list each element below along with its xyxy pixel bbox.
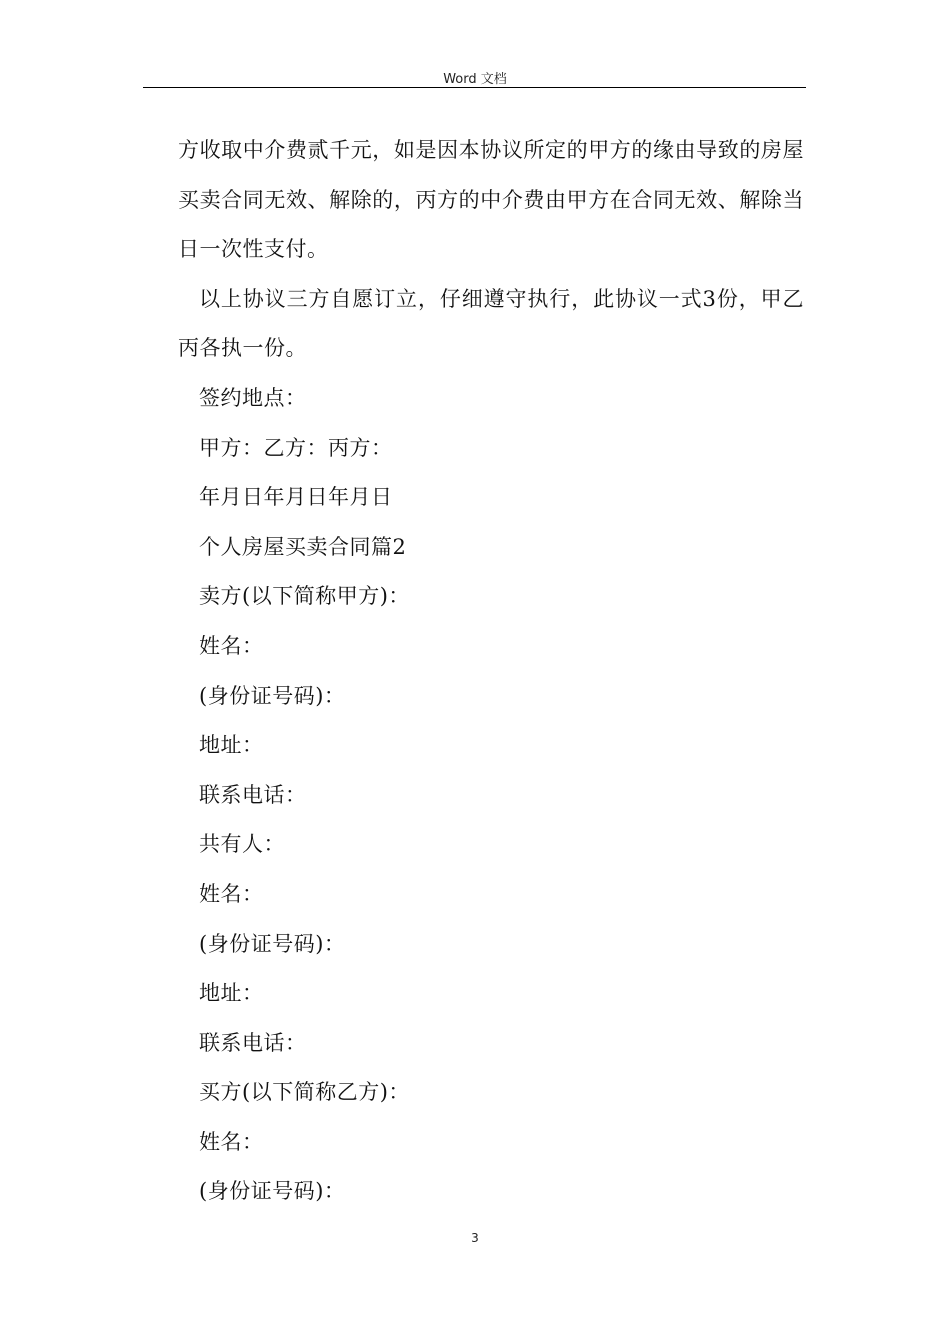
paragraph: 签约地点： xyxy=(199,385,307,410)
paragraph: 买方(以下简称乙方)： xyxy=(199,1080,410,1105)
paragraph: 卖方(以下简称甲方)： xyxy=(199,584,410,609)
paragraph: 联系电话： xyxy=(199,1030,307,1055)
paragraph: 方收取中介费贰千元，如是因本协议所定的甲方的缘由导致的房屋买卖合同无效、解除的，丙方的中介费由甲方在合同无效、解除当日一次性支付。 xyxy=(178,138,804,262)
header-divider xyxy=(143,87,806,88)
paragraph: 共有人： xyxy=(199,832,285,857)
page-header: Word 文档 xyxy=(443,72,507,87)
document-body xyxy=(178,126,804,1217)
paragraph: 姓名： xyxy=(199,881,264,906)
paragraph: 个人房屋买卖合同篇2 xyxy=(199,534,407,559)
paragraph: 姓名： xyxy=(199,633,264,658)
paragraph: 地址： xyxy=(199,981,264,1006)
paragraph: 年月日年月日年月日 xyxy=(199,485,393,510)
paragraph: 甲方：乙方：丙方： xyxy=(199,435,393,460)
paragraph: 地址： xyxy=(199,733,264,758)
paragraph: (身份证号码)： xyxy=(199,683,346,708)
paragraph: (身份证号码)： xyxy=(199,931,346,956)
paragraph: 联系电话： xyxy=(199,782,307,807)
paragraph: 以上协议三方自愿订立，仔细遵守执行，此协议一式3份，甲乙丙各执一份。 xyxy=(178,286,804,361)
paragraph: 姓名： xyxy=(199,1129,264,1154)
paragraph: (身份证号码)： xyxy=(199,1179,346,1204)
page-number: 3 xyxy=(471,1231,479,1245)
